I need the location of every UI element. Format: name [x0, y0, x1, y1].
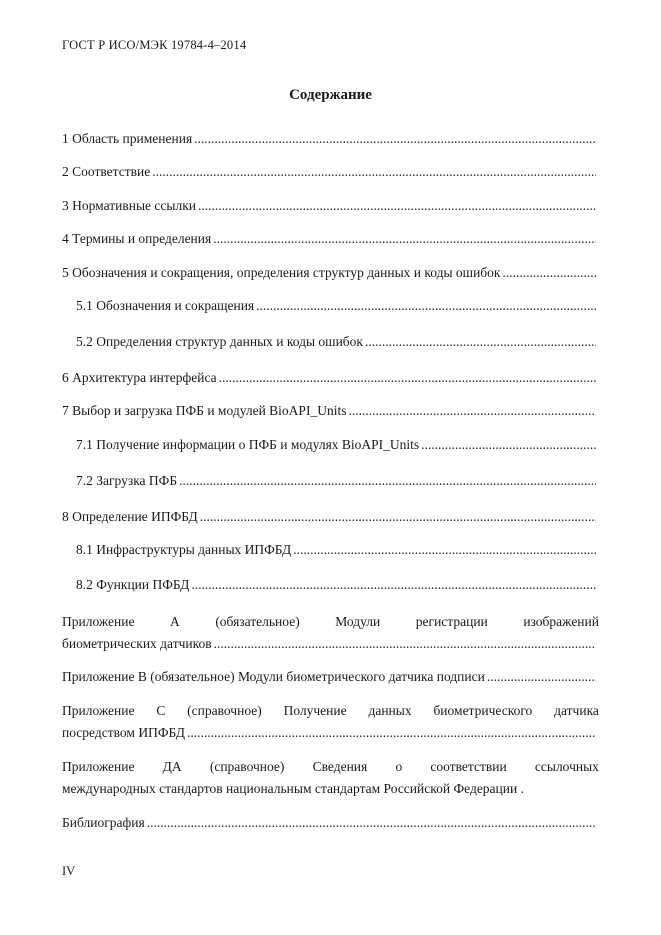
toc-leader-dots: [200, 508, 596, 526]
toc-leader-dots: [365, 333, 596, 351]
toc-annex-b[interactable]: [62, 668, 596, 686]
toc-entry-label: 3 Нормативные ссылки: [62, 198, 196, 213]
toc-entry[interactable]: [62, 508, 596, 526]
annex-word: (справочное): [187, 703, 262, 718]
document-header: ГОСТ Р ИСО/МЭК 19784-4–2014: [62, 38, 247, 52]
toc-entry[interactable]: [62, 369, 596, 387]
toc-subentry[interactable]: [76, 333, 596, 351]
toc-entry-label: 7 Выбор и загрузка ПФБ и модулей BioAPI_Units: [62, 403, 347, 418]
annex-word: Приложение: [62, 614, 135, 629]
toc-entry-label: 6 Архитектура интерфейса: [62, 370, 217, 385]
toc-leader-dots: [487, 668, 596, 686]
toc-leader-dots: [256, 297, 596, 315]
toc-annex-a-line2[interactable]: [62, 635, 596, 653]
toc-bibliography[interactable]: [62, 814, 596, 832]
toc-entry-label: 4 Термины и определения: [62, 231, 212, 246]
annex-word: (справочное): [209, 759, 285, 774]
toc-subentry[interactable]: [76, 576, 596, 594]
annex-word: (обязательное): [215, 614, 300, 629]
toc-leader-dots: [198, 197, 596, 215]
annex-word: Сведения: [312, 759, 368, 774]
toc-leader-dots: [191, 576, 596, 594]
annex-word: датчика: [554, 703, 599, 718]
toc-subentry[interactable]: [76, 472, 596, 490]
annex-word: биометрического: [433, 703, 533, 718]
annex-word: о: [395, 759, 403, 774]
toc-entry-label: 7.1 Получение информации о ПФБ и модулях BioAPI_Units: [76, 437, 420, 452]
toc-entry[interactable]: [62, 130, 596, 148]
toc-leader-dots: [147, 814, 596, 832]
annex-word: регистрации: [415, 614, 488, 629]
toc-leader-dots: [502, 264, 596, 282]
toc-annex-da-line2[interactable]: [62, 780, 596, 798]
toc-leader-dots: [187, 724, 596, 742]
toc-entry[interactable]: [62, 230, 596, 248]
toc-entry-label: 5 Обозначения и сокращения, определения структур данных и коды ошибок: [62, 265, 501, 280]
toc-entry-label: 1 Область применения: [62, 131, 193, 146]
toc-entry-label: 8 Определение ИПФБД: [62, 509, 198, 524]
toc-leader-dots: [293, 541, 596, 559]
toc-annex-c-line2[interactable]: [62, 724, 596, 742]
annex-word: ДА: [162, 759, 182, 774]
toc-entry-label: Библиография: [62, 815, 145, 830]
annex-word: данных: [368, 703, 412, 718]
annex-word: Модули: [335, 614, 381, 629]
toc-leader-dots: [348, 402, 596, 420]
toc-entry[interactable]: [62, 197, 596, 215]
toc-entry-label: 8.1 Инфраструктуры данных ИПФБД: [76, 542, 292, 557]
toc-entry[interactable]: [62, 264, 596, 282]
annex-word: ссылочных: [534, 759, 599, 774]
annex-word: Получение: [283, 703, 347, 718]
toc-entry[interactable]: [62, 163, 596, 181]
page-number: IV: [62, 864, 76, 878]
toc-title: Содержание: [289, 87, 372, 103]
toc-entry-label: Приложение В (обязательное) Модули биометрического датчика подписи: [62, 669, 485, 684]
toc-subentry[interactable]: [76, 541, 596, 559]
annex-word: Приложение: [62, 703, 135, 718]
toc-leader-dots: [179, 472, 596, 490]
toc-leader-dots: [152, 163, 596, 181]
toc-leader-dots: [214, 635, 596, 653]
toc-leader-dots: [194, 130, 596, 148]
toc-entry-label: 5.1 Обозначения и сокращения: [76, 298, 255, 313]
toc-subentry[interactable]: [76, 436, 596, 454]
toc-entry-label: 5.2 Определения структур данных и коды ошибок: [76, 334, 363, 349]
toc-entry[interactable]: [62, 402, 596, 420]
toc-entry-label: международных стандартов национальным стандартам Российской Федерации .: [62, 781, 524, 796]
toc-entry-label: посредством ИПФБД: [62, 725, 185, 740]
annex-word: А: [170, 614, 180, 629]
annex-word: С: [156, 703, 166, 718]
toc-leader-dots: [213, 230, 596, 248]
toc-leader-dots: [421, 436, 596, 454]
toc-subentry[interactable]: [76, 297, 596, 315]
toc-entry-label: биометрических датчиков: [62, 636, 212, 651]
annex-word: соответствии: [430, 759, 507, 774]
toc-annex-da-line1[interactable]: [62, 758, 599, 776]
toc-entry-label: 8.2 Функции ПФБД: [76, 577, 190, 592]
annex-word: Приложение: [62, 759, 135, 774]
toc-leader-dots: [219, 369, 596, 387]
toc-entry-label: 2 Соответствие: [62, 164, 151, 179]
toc-annex-c-line1[interactable]: [62, 702, 599, 720]
toc-annex-a-line1[interactable]: [62, 613, 599, 631]
annex-word: изображений: [523, 614, 599, 629]
toc-entry-label: 7.2 Загрузка ПФБ: [76, 473, 178, 488]
